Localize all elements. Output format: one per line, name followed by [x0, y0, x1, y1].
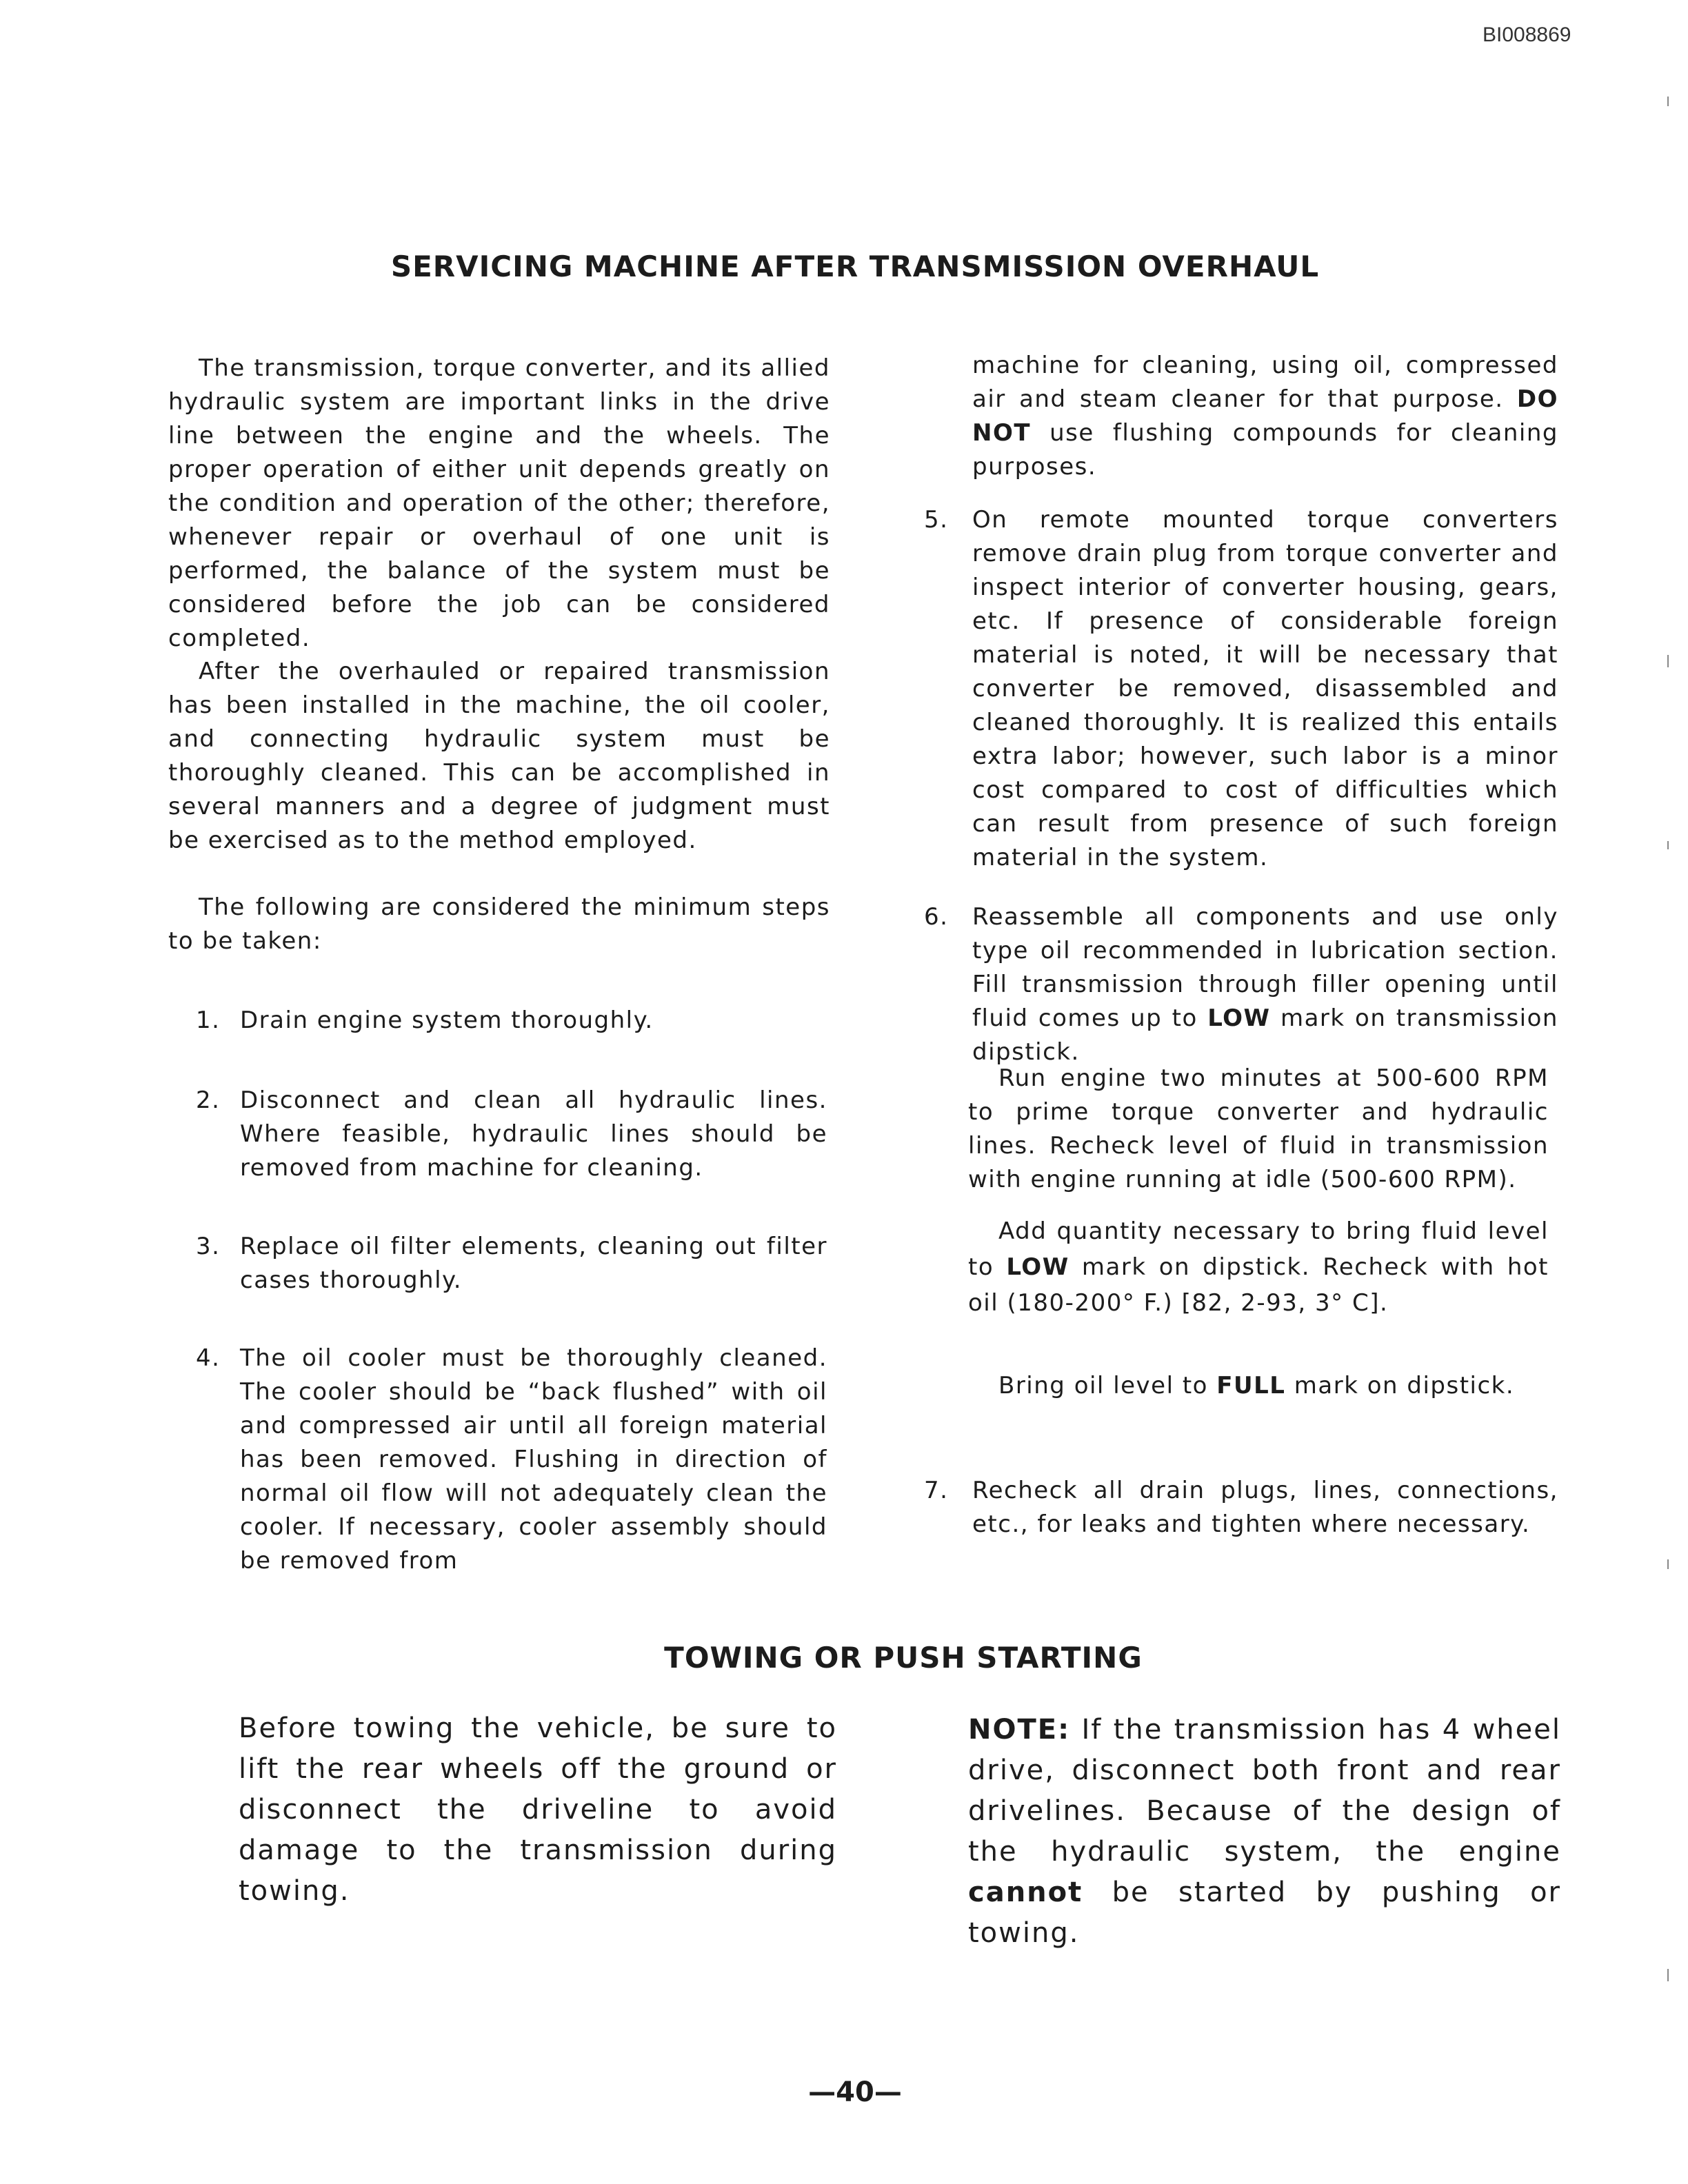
low-mark-text: LOW — [1006, 1253, 1069, 1281]
cleaning-paragraph: After the overhauled or repaired transmission has been installed in the machine, the oil cooler, and connecting hydraulic system must be thoroughly cleaned. This can be accomplished in several manners and a degree of judgment must be exercised as to the method employed. — [168, 658, 830, 854]
step-number: 2. — [196, 1086, 221, 1114]
note-paragraph — [968, 1710, 1561, 1954]
step-text: Replace oil filter elements, cleaning out filter cases thoroughly. — [240, 1233, 827, 1294]
step-7 — [924, 1474, 1558, 1541]
page-number: —40— — [808, 2076, 902, 2108]
step-text: Reassemble all components and use only type oil recommended in lubrication section. Fill transmission through filler opening until fluid comes up to — [972, 903, 1558, 1032]
step-text: On remote mounted torque converters remove drain plug from torque converter and inspect interior of converter housing, gears, etc. If presence of considerable foreign material is noted, it will be necessary that converter be removed, disassembled and cleaned thoroughly. It is realized this entails extra labor; however, such labor is a minor cost compared to cost of difficulties which can result from presence of such foreign material in the system. — [972, 506, 1558, 871]
scan-mark — [1667, 841, 1669, 849]
step-1 — [196, 1004, 827, 1038]
left-column-p3 — [168, 891, 830, 958]
cannot-text: cannot — [968, 1877, 1083, 1908]
bring-oil-text-end: mark on dipstick. — [1294, 1372, 1515, 1399]
intro-paragraph: The transmission, torque converter, and its allied hydraulic system are important links in the drive line between the engine and the wheels. The proper operation of either unit depends greatly on the condition and operation of the other; therefore, whenever repair or overhaul of one unit is performed, the balance of the system must be considered before the job can be considered completed. — [168, 354, 830, 652]
steps-intro-paragraph: The following are considered the minimum steps to be taken: — [168, 893, 830, 955]
note-label: NOTE: — [968, 1714, 1071, 1746]
run-engine-text: Run engine two minutes at 500-600 RPM to prime torque converter and hydraulic lines. Recheck level of fluid in transmission with engine running at idle (500-600 RPM). — [968, 1064, 1549, 1193]
note-text-end: be started by pushing or towing. — [968, 1877, 1561, 1949]
step-number: 1. — [196, 1007, 221, 1034]
step-6 — [924, 900, 1558, 1069]
scan-mark — [1667, 655, 1669, 667]
add-quantity-paragraph — [968, 1213, 1549, 1321]
left-column-p2 — [168, 655, 830, 858]
note-text: If the transmission has 4 wheel drive, disconnect both front and rear drivelines. Because of the design of the hydraulic system, the engine — [968, 1714, 1561, 1868]
page-title: SERVICING MACHINE AFTER TRANSMISSION OVERHAUL — [390, 250, 1320, 283]
step-4 — [196, 1342, 827, 1578]
step-text: Recheck all drain plugs, lines, connections, etc., for leaks and tighten where necessary. — [972, 1477, 1558, 1538]
step-number: 3. — [196, 1233, 221, 1260]
full-mark-text: FULL — [1216, 1372, 1286, 1399]
scan-mark — [1667, 1559, 1669, 1569]
step-number: 7. — [924, 1477, 949, 1504]
scan-mark — [1667, 97, 1669, 106]
warning-text: DO NOT — [972, 385, 1558, 447]
step-5 — [924, 503, 1558, 875]
continued-text-end: use flushing compounds for cleaning purposes. — [972, 419, 1558, 481]
run-engine-paragraph — [968, 1062, 1549, 1197]
section-title-towing: TOWING OR PUSH STARTING — [664, 1641, 1143, 1675]
continued-text: machine for cleaning, using oil, compressed air and steam cleaner for that purpose. — [972, 352, 1558, 413]
left-column — [168, 352, 830, 656]
step-text-end: mark on transmission dipstick. — [972, 1004, 1558, 1066]
step-text: Drain engine system thoroughly. — [240, 1007, 654, 1034]
step-3 — [196, 1230, 827, 1297]
scan-mark — [1667, 1969, 1669, 1981]
document-id: BI008869 — [1483, 23, 1571, 46]
add-quantity-text-end: mark on dipstick. Recheck with hot oil (180-200° F.) [82, 2-93, 3° C]. — [968, 1253, 1549, 1317]
step-2 — [196, 1084, 827, 1185]
step-number: 6. — [924, 903, 949, 931]
low-mark-text: LOW — [1207, 1004, 1271, 1032]
step-text: The oil cooler must be thoroughly cleaned. The cooler should be “back flushed” with oil and compressed air until all foreign material has been removed. Flushing in direction of normal oil flow will not adequately clean the cooler. If necessary, cooler assembly should be removed from — [240, 1344, 827, 1575]
step-number: 4. — [196, 1344, 221, 1372]
towing-paragraph: Before towing the vehicle, be sure to lift the rear wheels off the ground or disconnect the driveline to avoid damage to the transmission during towing. — [239, 1712, 837, 1907]
step-number: 5. — [924, 506, 949, 534]
step-4-continued — [972, 349, 1558, 484]
bring-oil-paragraph — [998, 1369, 1550, 1403]
add-quantity-text: Add quantity necessary to bring fluid level to — [968, 1217, 1549, 1281]
step-text: Disconnect and clean all hydraulic lines. Where feasible, hydraulic lines should be removed from machine for cleaning. — [240, 1086, 827, 1182]
bring-oil-text: Bring oil level to — [998, 1372, 1208, 1399]
